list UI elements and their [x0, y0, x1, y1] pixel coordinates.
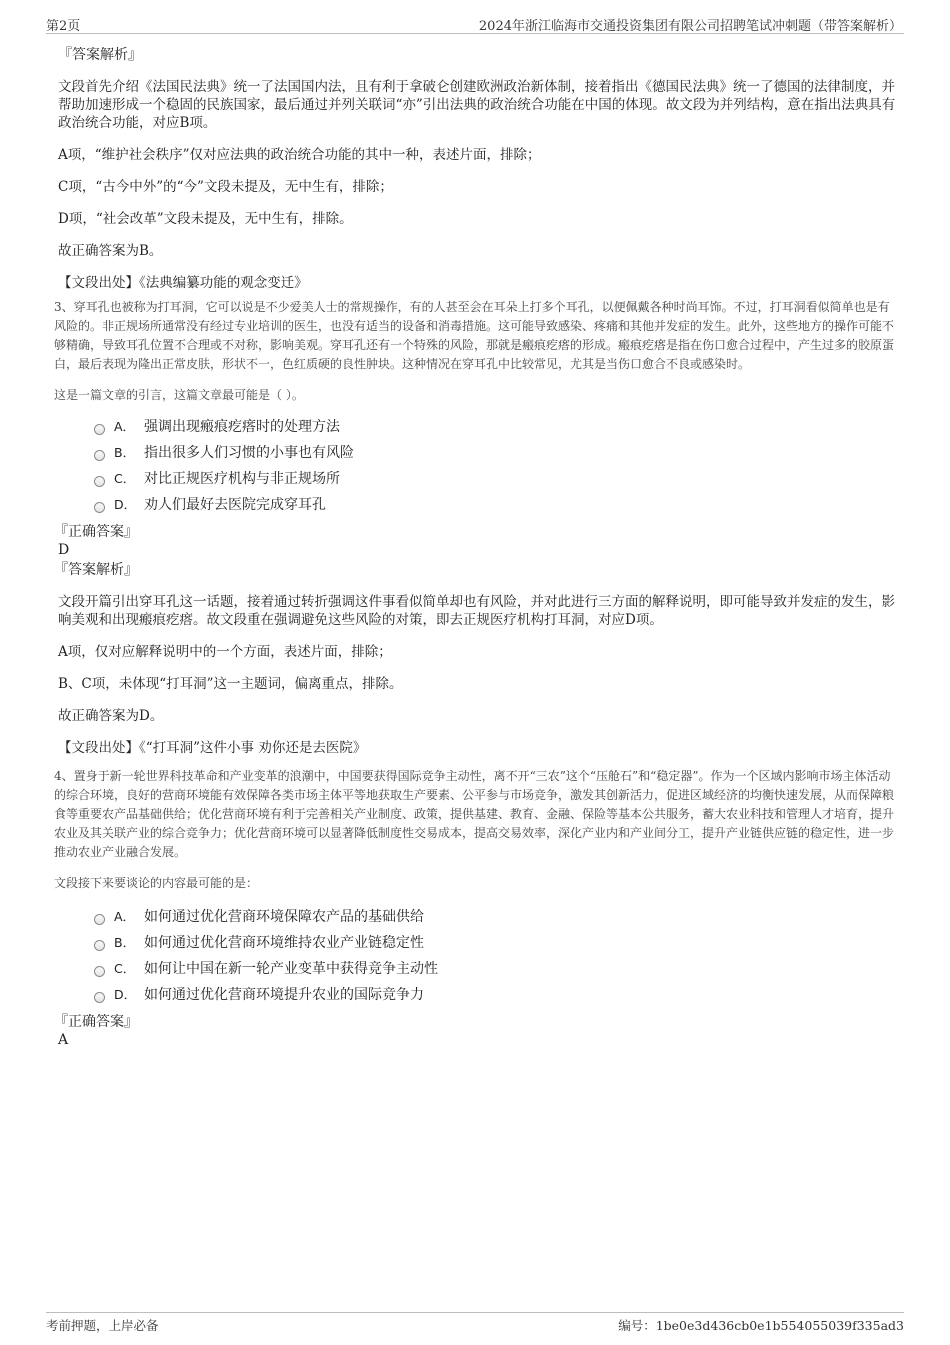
- option-text: 指出很多人们习惯的小事也有风险: [144, 445, 354, 461]
- analysis-option-bc: B、C项，未体现“打耳洞”这一主题词，偏离重点，排除。: [58, 676, 403, 692]
- radio-button[interactable]: [94, 502, 105, 513]
- page-footer: [46, 1312, 904, 1333]
- analysis-label: 『答案解析』: [54, 562, 138, 578]
- option-c[interactable]: [94, 465, 900, 491]
- question-prompt: 文段接下来要谈论的内容最可能的是：: [54, 876, 259, 890]
- main-content: [54, 46, 900, 1049]
- option-text: 如何通过优化营商环境提升农业的国际竞争力: [144, 987, 424, 1003]
- option-text: 劝人们最好去医院完成穿耳孔: [144, 497, 326, 513]
- analysis-label: 『答案解析』: [58, 47, 142, 63]
- radio-button[interactable]: [94, 424, 105, 435]
- radio-button[interactable]: [94, 966, 105, 977]
- source-citation: 【文段出处】《法典编纂功能的观念变迁》: [58, 275, 308, 291]
- option-text: 如何让中国在新一轮产业变革中获得竞争主动性: [144, 961, 438, 977]
- option-a[interactable]: [94, 903, 900, 929]
- footer-slogan: 考前押题，上岸必备: [46, 1318, 159, 1333]
- source-citation: 【文段出处】《“打耳洞”这件小事 劝你还是去医院》: [58, 740, 367, 756]
- analysis-text: 文段首先介绍《法国民法典》统一了法国国内法，且有利于拿破仑创建欧洲政治新体制，接着指出《德国民法典》统一了德国的法律制度，并帮助加速形成一个稳固的民族国家，最后通过并列关联词“亦”引出法典的政治统合功能在中国的体现。故文段为并列结构，意在指出法典具有政治统合功能，对应B项。: [58, 79, 896, 131]
- page-number: 第2页: [46, 19, 81, 34]
- analysis-conclusion: 故正确答案为B。: [58, 243, 163, 259]
- analysis-conclusion: 故正确答案为D。: [58, 708, 164, 724]
- option-letter: D．: [114, 987, 137, 1002]
- option-d[interactable]: [94, 981, 900, 1007]
- correct-answer: D: [58, 542, 70, 558]
- radio-button[interactable]: [94, 476, 105, 487]
- document-id: 编号：1be0e3d436cb0e1b554055039f335ad3: [618, 1318, 904, 1333]
- option-letter: A．: [114, 909, 136, 924]
- option-letter: B．: [114, 935, 136, 950]
- option-letter: C．: [114, 961, 136, 976]
- analysis-option-a: A项，“维护社会秩序”仅对应法典的政治统合功能的其中一种，表述片面，排除；: [58, 147, 541, 163]
- option-text: 对比正规医疗机构与非正规场所: [144, 471, 340, 487]
- analysis-option-c: C项，“古今中外”的“今”文段未提及，无中生有，排除；: [58, 179, 393, 195]
- analysis-option-d: D项，“社会改革”文段未提及，无中生有，排除。: [58, 211, 353, 227]
- correct-answer-label: 『正确答案』: [54, 1014, 138, 1030]
- option-a[interactable]: [94, 413, 900, 439]
- radio-button[interactable]: [94, 914, 105, 925]
- option-b[interactable]: [94, 929, 900, 955]
- option-letter: B．: [114, 445, 136, 460]
- page-header: [46, 14, 904, 34]
- option-text: 如何通过优化营商环境维持农业产业链稳定性: [144, 935, 424, 951]
- option-list: [94, 903, 900, 1007]
- option-letter: A．: [114, 419, 136, 434]
- correct-answer-label: 『正确答案』: [54, 524, 138, 540]
- question-passage: 4、置身于新一轮世界科技革命和产业变革的浪潮中，中国要获得国际竞争主动性，离不开“三农”这个“压舱石”和“稳定器”。作为一个区域内影响市场主体活动的综合环境，良好的营商环境能有效保障各类市场主体平等地获取生产要素、公平参与市场竞争，激发其创新活力，促进区域经济的均衡快速发展，从而保障粮食等重要农产品基础供给；优化营商环境有利于完善相关产业制度、政策，提供基建、教育、金融、保险等基本公共服务，蓄大农业科技和管理人才培育，提升农业及其关联产业的综合竞争力；优化营商环境可以显著降低制度性交易成本，提高交易效率，深化产业内和产业间分工，提升产业链供应链的稳定性，进一步推动农业产业融合发展。: [54, 769, 895, 859]
- option-c[interactable]: [94, 955, 900, 981]
- radio-button[interactable]: [94, 940, 105, 951]
- question-prompt: 这是一篇文章的引言，这篇文章最可能是（ ）。: [54, 388, 304, 402]
- option-b[interactable]: [94, 439, 900, 465]
- radio-button[interactable]: [94, 450, 105, 461]
- option-letter: D．: [114, 497, 137, 512]
- option-text: 强调出现瘢痕疙瘩时的处理方法: [144, 419, 340, 435]
- option-letter: C．: [114, 471, 136, 486]
- option-d[interactable]: [94, 491, 900, 517]
- option-list: [94, 413, 900, 517]
- option-text: 如何通过优化营商环境保障农产品的基础供给: [144, 909, 424, 925]
- analysis-option-a: A项，仅对应解释说明中的一个方面，表述片面，排除；: [58, 644, 392, 660]
- radio-button[interactable]: [94, 992, 105, 1003]
- question-passage: 3、穿耳孔也被称为打耳洞，它可以说是不少爱美人士的常规操作，有的人甚至会在耳朵上打多个耳孔，以便佩戴各种时尚耳饰。不过，打耳洞看似简单也是有风险的。非正规场所通常没有经过专业培训的医生，也没有适当的设备和消毒措施。这可能导致感染、疼痛和其他并发症的发生。此外，这些地方的操作可能不够精确，导致耳孔位置不合理或不对称，影响美观。穿耳孔还有一个特殊的风险，那就是瘢痕疙瘩的形成。瘢痕疙瘩是指在伤口愈合过程中，产生过多的胶原蛋白，最后表现为隆出正常皮肤，形状不一，色红质硬的良性肿块。这种情况在穿耳孔中比较常见，尤其是当伤口愈合不良或感染时。: [54, 300, 895, 371]
- correct-answer: A: [58, 1032, 69, 1048]
- document-title: 2024年浙江临海市交通投资集团有限公司招聘笔试冲刺题（带答案解析）: [478, 19, 902, 34]
- analysis-text: 文段开篇引出穿耳孔这一话题，接着通过转折强调这件事看似简单却也有风险，并对此进行三方面的解释说明，即可能导致并发症的发生，影响美观和出现瘢痕疙瘩。故文段重在强调避免这些风险的对策，即去正规医疗机构打耳洞，对应D项。: [58, 594, 895, 628]
